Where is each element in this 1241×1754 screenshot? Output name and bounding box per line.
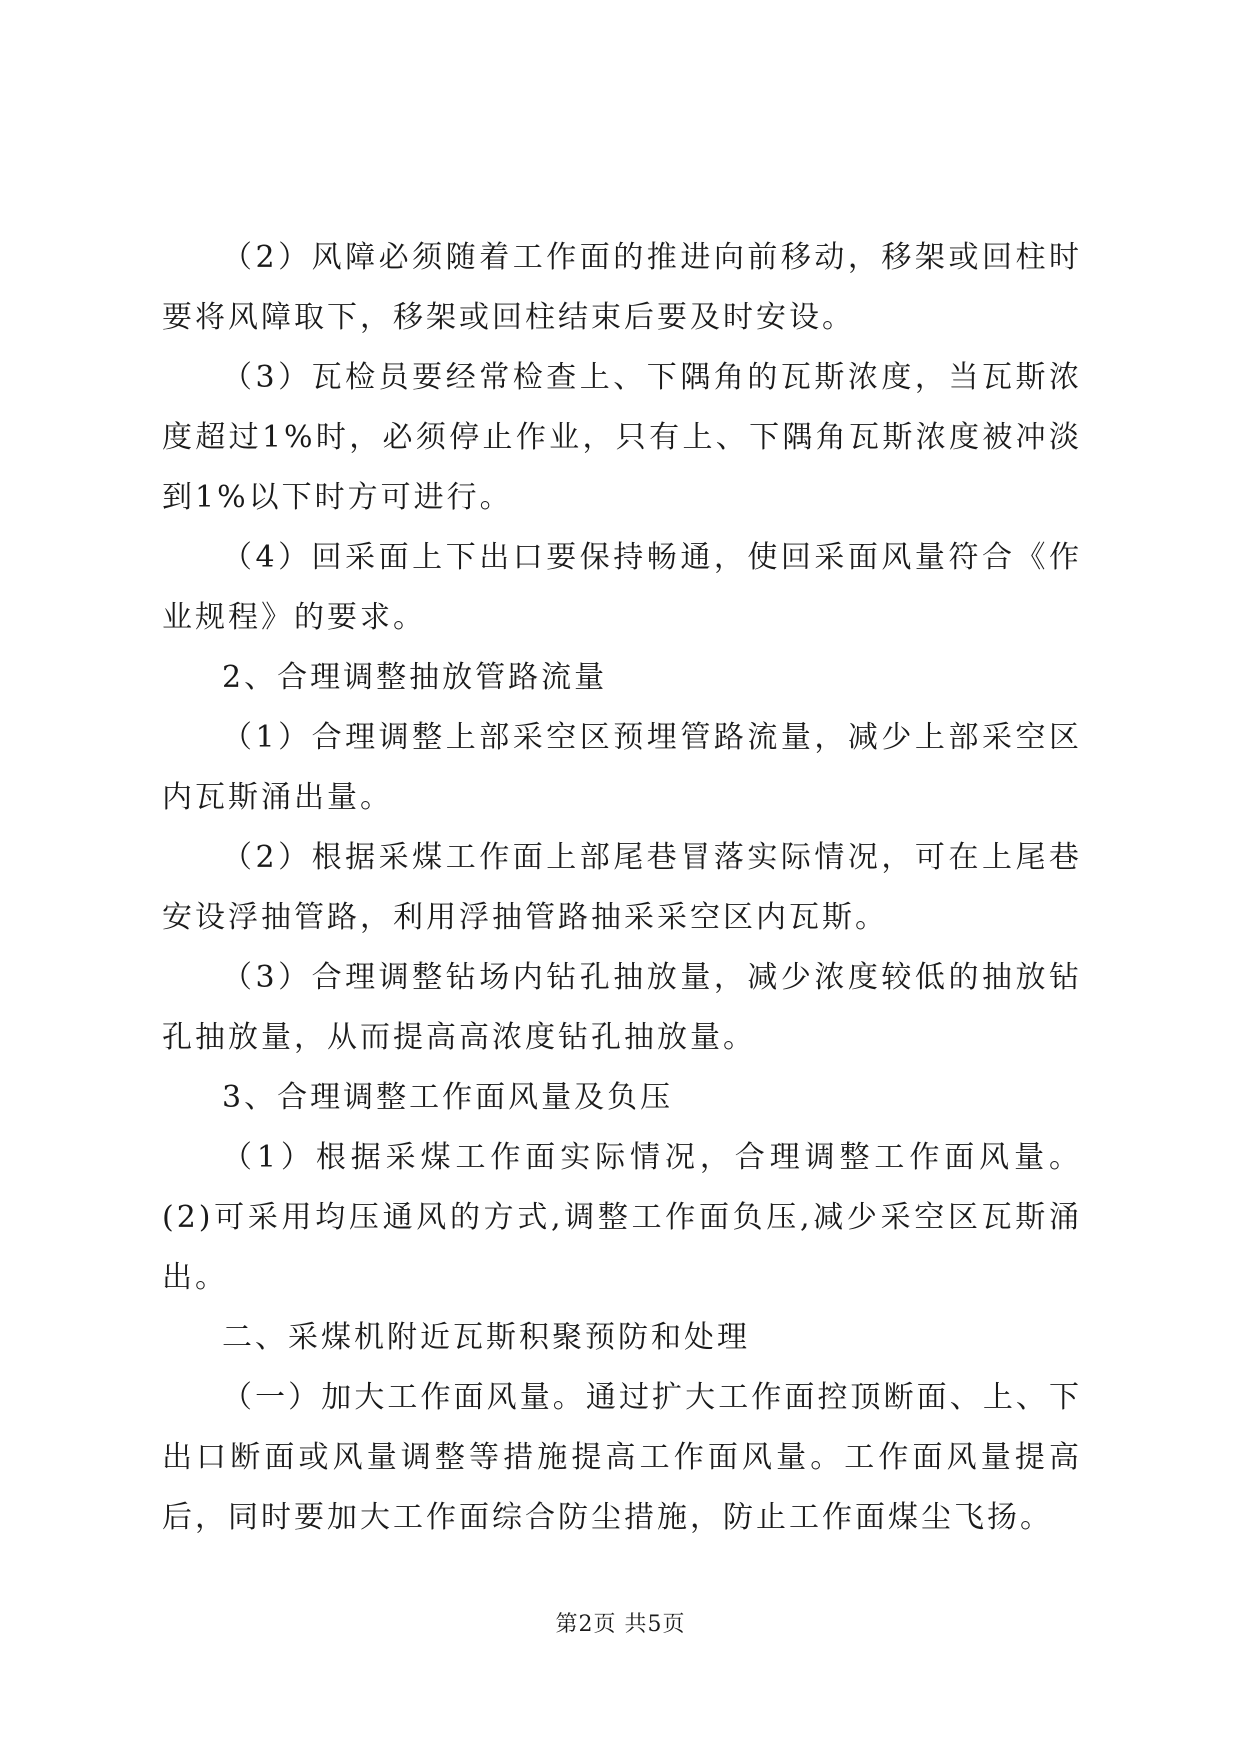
paragraph-airflow-equal-pressure: （1）根据采煤工作面实际情况，合理调整工作面风量。(2)可采用均压通风的方式,调整工作面负压,减少采空区瓦斯涌出。 <box>162 1140 1082 1295</box>
heading-adjust-pipeline-flow: 2、合理调整抽放管路流量 <box>222 660 608 695</box>
paragraph-wind-barrier-move: （2）风障必须随着工作面的推进向前移动，移架或回柱时要将风障取下，移架或回柱结束后要及时安设。 <box>162 240 1082 335</box>
paragraph-exit-clear: （4）回采面上下出口要保持畅通，使回采面风量符合《作业规程》的要求。 <box>162 540 1082 635</box>
heading-shearer-gas-prevention: 二、采煤机附近瓦斯积聚预防和处理 <box>222 1320 750 1355</box>
paragraph-upper-goaf-pipeline: （1）合理调整上部采空区预埋管路流量，减少上部采空区内瓦斯涌出量。 <box>162 720 1082 815</box>
heading-adjust-airflow-pressure: 3、合理调整工作面风量及负压 <box>222 1080 674 1115</box>
document-body <box>162 228 1082 1548</box>
paragraph-floating-pipeline: （2）根据采煤工作面上部尾巷冒落实际情况，可在上尾巷安设浮抽管路，利用浮抽管路抽采采空区内瓦斯。 <box>162 840 1082 935</box>
paragraph-gas-inspector: （3）瓦检员要经常检查上、下隅角的瓦斯浓度，当瓦斯浓度超过1%时，必须停止作业，只有上、下隅角瓦斯浓度被冲淡到1%以下时方可进行。 <box>162 360 1082 515</box>
paragraph-increase-airflow: （一）加大工作面风量。通过扩大工作面控顶断面、上、下出口断面或风量调整等措施提高工作面风量。工作面风量提高后，同时要加大工作面综合防尘措施，防止工作面煤尘飞扬。 <box>162 1380 1082 1535</box>
page-footer: 第2页 共5页 <box>555 1612 686 1637</box>
paragraph-borehole-drainage: （3）合理调整钻场内钻孔抽放量，减少浓度较低的抽放钻孔抽放量，从而提高高浓度钻孔抽放量。 <box>162 960 1082 1055</box>
